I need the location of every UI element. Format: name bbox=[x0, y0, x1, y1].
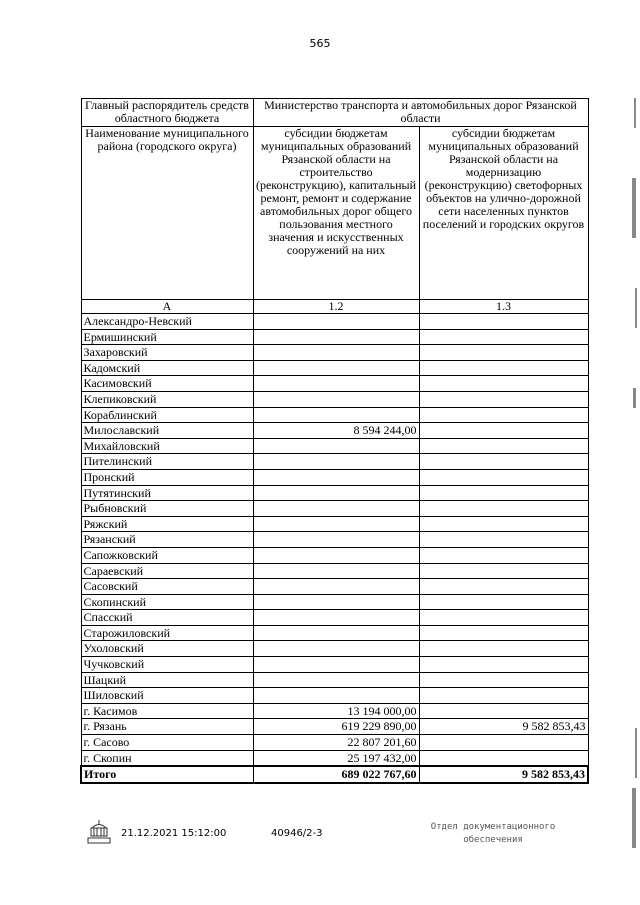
table-row bbox=[81, 438, 588, 454]
value-1-2 bbox=[253, 563, 419, 579]
stamp-line-1: Отдел документационного bbox=[430, 822, 556, 832]
value-1-2 bbox=[253, 329, 419, 345]
value-1-2 bbox=[253, 641, 419, 657]
index-a: А bbox=[81, 300, 253, 314]
value-1-3 bbox=[419, 672, 588, 688]
value-1-3 bbox=[419, 469, 588, 485]
distributor-label: Главный распорядитель средств областного бюджета bbox=[81, 99, 253, 127]
table-row bbox=[81, 532, 588, 548]
district-name: Итого bbox=[81, 766, 253, 783]
table-row bbox=[81, 391, 588, 407]
table-row bbox=[81, 625, 588, 641]
table-row bbox=[81, 501, 588, 517]
district-name: Ряжский bbox=[81, 516, 253, 532]
value-1-3 bbox=[419, 532, 588, 548]
page-number: 565 bbox=[309, 37, 331, 50]
value-1-2 bbox=[253, 407, 419, 423]
table-row bbox=[81, 329, 588, 345]
value-1-2 bbox=[253, 672, 419, 688]
district-name: г. Касимов bbox=[81, 703, 253, 719]
district-name: Скопинский bbox=[81, 594, 253, 610]
value-1-2: 25 197 432,00 bbox=[253, 750, 419, 766]
value-1-2 bbox=[253, 625, 419, 641]
table-row bbox=[81, 579, 588, 595]
value-1-3 bbox=[419, 657, 588, 673]
total-row bbox=[81, 766, 588, 783]
value-1-2 bbox=[253, 610, 419, 626]
value-1-3: 9 582 853,43 bbox=[419, 766, 588, 783]
table-row bbox=[81, 641, 588, 657]
value-1-2 bbox=[253, 547, 419, 563]
district-column-header: Наименование муниципального района (городского округа) bbox=[81, 127, 253, 300]
distributor-value: Министерство транспорта и автомобильных дорог Рязанской области bbox=[253, 99, 588, 127]
value-1-3 bbox=[419, 750, 588, 766]
value-1-2: 619 229 890,00 bbox=[253, 719, 419, 735]
value-1-2: 22 807 201,60 bbox=[253, 735, 419, 751]
emblem-logo bbox=[86, 818, 112, 846]
table-row bbox=[81, 360, 588, 376]
value-1-3 bbox=[419, 423, 588, 439]
value-1-2 bbox=[253, 345, 419, 361]
district-name: Ермишинский bbox=[81, 329, 253, 345]
district-name: г. Скопин bbox=[81, 750, 253, 766]
column-1-2-header: субсидии бюджетам муниципальных образований Рязанской области на строительство (реконструкцию), капитальный ремонт, ремонт и содержание автомобильных дорог общего пользования местного значения и искусственных сооружений на них bbox=[253, 127, 419, 300]
table-row bbox=[81, 750, 588, 766]
table-row bbox=[81, 314, 588, 330]
value-1-3 bbox=[419, 641, 588, 657]
table-row bbox=[81, 407, 588, 423]
value-1-2 bbox=[253, 485, 419, 501]
table-row bbox=[81, 672, 588, 688]
value-1-2 bbox=[253, 501, 419, 517]
value-1-2 bbox=[253, 516, 419, 532]
value-1-3 bbox=[419, 563, 588, 579]
value-1-3 bbox=[419, 501, 588, 517]
district-name: Захаровский bbox=[81, 345, 253, 361]
value-1-2: 8 594 244,00 bbox=[253, 423, 419, 439]
value-1-3: 9 582 853,43 bbox=[419, 719, 588, 735]
district-name: Михайловский bbox=[81, 438, 253, 454]
value-1-3 bbox=[419, 454, 588, 470]
index-1-2: 1.2 bbox=[253, 300, 419, 314]
district-name: Сасовский bbox=[81, 579, 253, 595]
district-name: Кадомский bbox=[81, 360, 253, 376]
value-1-3 bbox=[419, 735, 588, 751]
district-name: Касимовский bbox=[81, 376, 253, 392]
district-name: г. Сасово bbox=[81, 735, 253, 751]
value-1-2 bbox=[253, 579, 419, 595]
table-row bbox=[81, 703, 588, 719]
footer-datetime: 21.12.2021 15:12:00 bbox=[121, 828, 227, 839]
header-row-distributor bbox=[81, 99, 588, 127]
header-row-columns bbox=[81, 127, 588, 300]
value-1-2 bbox=[253, 376, 419, 392]
value-1-2: 13 194 000,00 bbox=[253, 703, 419, 719]
index-1-3: 1.3 bbox=[419, 300, 588, 314]
district-name: Пителинский bbox=[81, 454, 253, 470]
value-1-3 bbox=[419, 625, 588, 641]
value-1-3 bbox=[419, 703, 588, 719]
district-name: Пронский bbox=[81, 469, 253, 485]
district-name: г. Рязань bbox=[81, 719, 253, 735]
value-1-3 bbox=[419, 688, 588, 704]
table-row bbox=[81, 563, 588, 579]
district-name: Рязанский bbox=[81, 532, 253, 548]
department-stamp bbox=[418, 821, 568, 847]
value-1-3 bbox=[419, 329, 588, 345]
table-row bbox=[81, 454, 588, 470]
district-name: Путятинский bbox=[81, 485, 253, 501]
table-row bbox=[81, 516, 588, 532]
district-name: Кораблинский bbox=[81, 407, 253, 423]
stamp-line-2: обеспечения bbox=[463, 835, 523, 845]
value-1-3 bbox=[419, 345, 588, 361]
district-name: Сараевский bbox=[81, 563, 253, 579]
table-row bbox=[81, 610, 588, 626]
district-name: Клепиковский bbox=[81, 391, 253, 407]
value-1-3 bbox=[419, 407, 588, 423]
budget-table bbox=[80, 98, 589, 784]
district-name: Шиловский bbox=[81, 688, 253, 704]
value-1-3 bbox=[419, 516, 588, 532]
value-1-2 bbox=[253, 594, 419, 610]
footer-doc-number: 40946/2-3 bbox=[271, 828, 323, 839]
district-name: Чучковский bbox=[81, 657, 253, 673]
value-1-3 bbox=[419, 376, 588, 392]
value-1-3 bbox=[419, 594, 588, 610]
table-row bbox=[81, 657, 588, 673]
table-row bbox=[81, 345, 588, 361]
district-name: Старожиловский bbox=[81, 625, 253, 641]
value-1-2 bbox=[253, 657, 419, 673]
table-row bbox=[81, 735, 588, 751]
value-1-3 bbox=[419, 485, 588, 501]
value-1-2 bbox=[253, 469, 419, 485]
table-row bbox=[81, 469, 588, 485]
table-row bbox=[81, 719, 588, 735]
scan-edge-marks bbox=[626, 88, 640, 888]
value-1-3 bbox=[419, 579, 588, 595]
table-row bbox=[81, 688, 588, 704]
value-1-3 bbox=[419, 314, 588, 330]
table-row bbox=[81, 594, 588, 610]
value-1-2 bbox=[253, 688, 419, 704]
value-1-2 bbox=[253, 391, 419, 407]
value-1-3 bbox=[419, 547, 588, 563]
value-1-3 bbox=[419, 438, 588, 454]
value-1-2 bbox=[253, 532, 419, 548]
value-1-2 bbox=[253, 314, 419, 330]
district-name: Ухоловский bbox=[81, 641, 253, 657]
district-name: Александро-Невский bbox=[81, 314, 253, 330]
column-1-3-header: субсидии бюджетам муниципальных образований Рязанской области на модернизацию (реконструкцию) светофорных объектов на улично-дорожной сети населенных пунктов поселений и городских округов bbox=[419, 127, 588, 300]
district-name: Милославский bbox=[81, 423, 253, 439]
district-name: Рыбновский bbox=[81, 501, 253, 517]
value-1-2: 689 022 767,60 bbox=[253, 766, 419, 783]
district-name: Сапожковский bbox=[81, 547, 253, 563]
value-1-3 bbox=[419, 610, 588, 626]
value-1-2 bbox=[253, 454, 419, 470]
index-row bbox=[81, 300, 588, 314]
district-name: Шацкий bbox=[81, 672, 253, 688]
table-row bbox=[81, 485, 588, 501]
table-row bbox=[81, 547, 588, 563]
table-row bbox=[81, 376, 588, 392]
district-name: Спасский bbox=[81, 610, 253, 626]
value-1-3 bbox=[419, 391, 588, 407]
value-1-2 bbox=[253, 360, 419, 376]
value-1-2 bbox=[253, 438, 419, 454]
value-1-3 bbox=[419, 360, 588, 376]
table-row bbox=[81, 423, 588, 439]
